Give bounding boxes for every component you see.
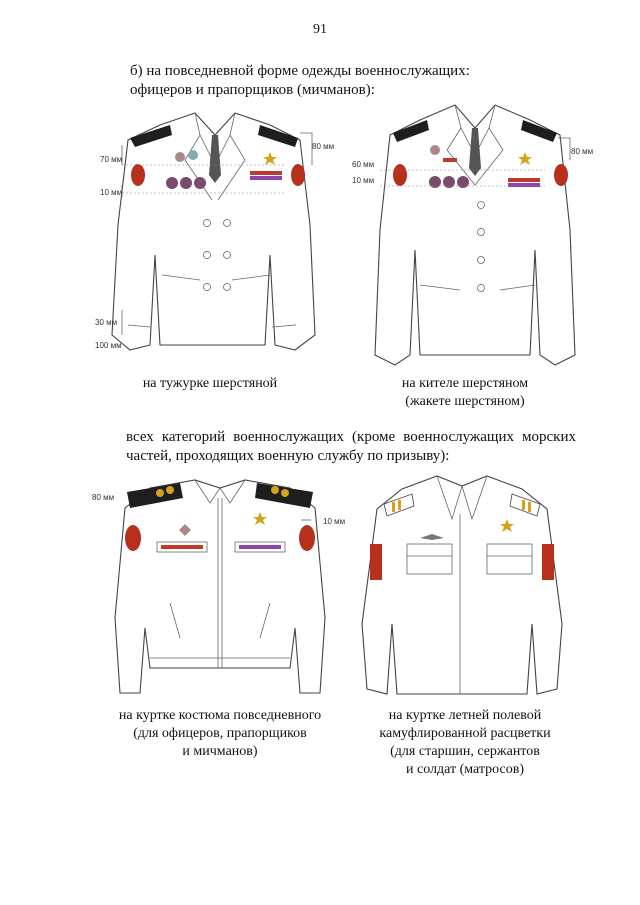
caption-field-line-1: на куртке летней полевой [388, 708, 542, 723]
caption-field-line-3: (для старшин, сержантов [390, 744, 540, 759]
sleeve-patch-left-icon [370, 544, 382, 580]
caption-tunic-line-1: на тужурке шерстяной [142, 376, 278, 391]
caption-kitel [370, 375, 560, 411]
caption-jacket-line-2: (для офицеров, прапорщиков [133, 726, 307, 741]
sleeve-patch-right-icon [291, 164, 305, 186]
caption-field-line-2: камуфлированной расцветки [379, 726, 551, 741]
sleeve-patch-left-icon [131, 164, 145, 186]
sleeve-patch-right-icon [542, 544, 554, 580]
order-icon [429, 176, 441, 188]
ribbon-bar-icon [250, 171, 282, 175]
dim-80-label: 80 мм [92, 493, 115, 502]
dim-80-label: 80 мм [571, 147, 594, 156]
caption-jacket [95, 707, 345, 761]
sleeve-patch-left-icon [393, 164, 407, 186]
sleeve-patch-right-icon [554, 164, 568, 186]
ribbon-bar-icon [508, 178, 540, 182]
intro-line-1: б) на повседневной форме одежды военнослужащих: [130, 63, 470, 79]
dim-30-label: 30 мм [95, 318, 118, 327]
caption-tunic [120, 375, 300, 393]
intro-text [130, 62, 550, 100]
dim-10-label: 10 мм [352, 176, 375, 185]
dim-60-label: 60 мм [352, 160, 375, 169]
tunic-illustration [95, 105, 335, 355]
dim-100-label: 100 мм [95, 341, 122, 350]
dim-10-label: 10 мм [100, 188, 123, 197]
jacket-illustration [92, 478, 346, 693]
caption-kitel-line-2: (жакете шерстяном) [405, 394, 525, 409]
intro-line-2: офицеров и прапорщиков (мичманов): [130, 82, 375, 98]
dim-70-label: 70 мм [100, 155, 123, 164]
badge-icon [175, 152, 185, 162]
order-icon [166, 177, 178, 189]
caption-jacket-line-3: и мичманов) [182, 744, 258, 759]
caption-field-line-4: и солдат (матросов) [405, 762, 524, 777]
badge-icon [430, 145, 440, 155]
page-number: 91 [313, 22, 327, 37]
ribbon-bar-icon [161, 545, 203, 549]
dim-80-label: 80 мм [312, 142, 335, 151]
caption-jacket-line-1: на куртке костюма повседневного [118, 708, 322, 723]
sleeve-patch-right-icon [299, 525, 315, 551]
paragraph-2: всех категорий военнослужащих (кроме военнослужащих морских частей, проходящих военную службу по призыву): [126, 429, 576, 464]
caption-kitel-line-1: на кителе шерстяном [401, 376, 529, 391]
sleeve-patch-left-icon [125, 525, 141, 551]
dim-10-label: 10 мм [323, 517, 346, 526]
field-jacket-illustration [362, 474, 562, 699]
caption-field [360, 707, 570, 779]
kitel-illustration [352, 100, 594, 365]
